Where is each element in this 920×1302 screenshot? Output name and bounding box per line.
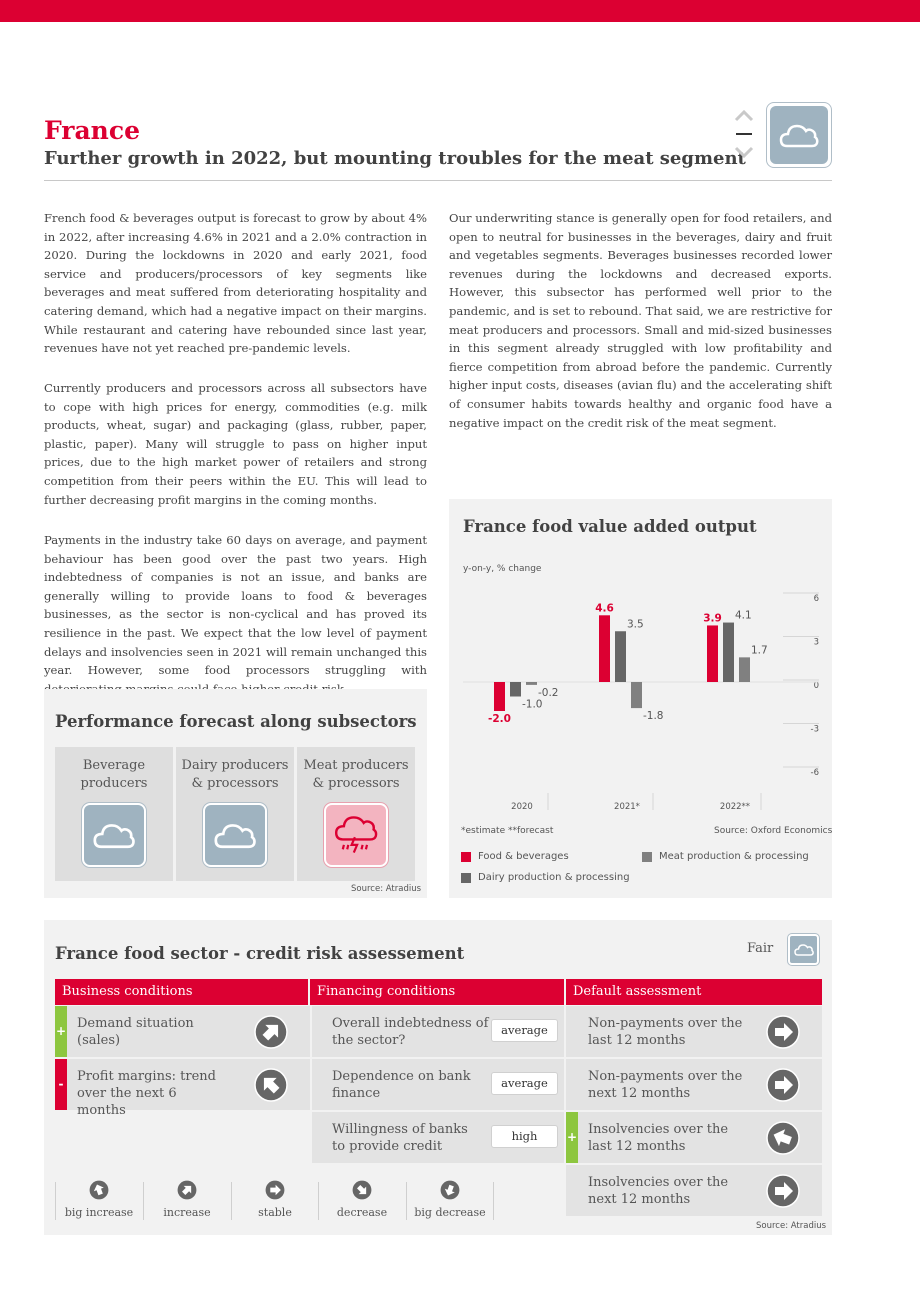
subsector-dairy — [176, 747, 294, 881]
row-label: Willingness of banks to provide credit — [332, 1122, 468, 1154]
subsector-label: Beverage producers — [80, 758, 148, 791]
bar-value-label: -0.2 — [538, 686, 559, 699]
rating-pill: average — [491, 1072, 558, 1095]
arrow-decrease-icon — [254, 1068, 288, 1102]
chart-ylabel: y-on-y, % change — [463, 564, 542, 574]
legend-increase — [150, 1180, 224, 1219]
chart-title: France food value added output — [463, 517, 757, 536]
financing-row-bank-dependence — [312, 1059, 564, 1110]
assessment-source: Source: Atradius — [756, 1221, 827, 1231]
row-label: Demand situation (sales) — [77, 1016, 194, 1048]
bar-meat-production-processing-2020 — [526, 682, 537, 685]
x-tick-label: 2020 — [511, 802, 533, 812]
row-label: Non-payments over the next 12 months — [588, 1069, 743, 1101]
page-subtitle: Further growth in 2022, but mounting troubles for the meat segment — [44, 148, 746, 169]
row-label: Insolvencies over the last 12 months — [588, 1122, 729, 1154]
bar-meat-production-processing-2022 — [739, 657, 750, 682]
bar-value-label: -2.0 — [488, 713, 511, 725]
chart-source: Source: Oxford Economics — [714, 826, 833, 836]
legend-label: decrease — [336, 1206, 388, 1219]
performance-title: Performance forecast along subsectors — [55, 712, 417, 731]
bar-food-beverages-2021 — [599, 615, 610, 682]
legend-separator — [318, 1182, 319, 1220]
row-label: Dependence on bank finance — [332, 1069, 471, 1101]
legend-meat: Meat production & processing — [659, 851, 809, 862]
row-label: Non-payments over the last 12 months — [588, 1016, 743, 1048]
legend-label: stable — [258, 1206, 292, 1219]
paragraph-underwriting: Our underwriting stance is generally open for food retailers, and open to neutral for businesses in the beverages, dairy and fruit and vegetables segments. Beverages businesses recorded lower revenues during the lockdowns and decreased exports. However, this subsector has performed well prior to the pandemic, and is set to rebound. That said, we are restrictive for meat producers and processors. Small and mid-sized businesses in this segment already struggled with low profitability and fierce competition from abroad before the pandemic. Currently higher input costs, diseases (avian flu) and the accelerating shift of consumer habits towards healthy and organic food have a negative impact on the credit risk of the meat segment. — [449, 211, 832, 430]
plus-marker: + — [55, 1006, 67, 1057]
bar-value-label: 3.5 — [627, 618, 644, 631]
legend-swatch-meat — [642, 852, 652, 862]
subsector-beverage — [55, 747, 173, 881]
page-title: France — [44, 116, 140, 145]
header-default: Default assessment — [566, 979, 822, 1005]
y-tick-label: -3 — [810, 724, 819, 735]
legend-swatch-food — [461, 852, 471, 862]
legend-swatch-dairy — [461, 873, 471, 883]
bar-food-beverages-2022 — [707, 625, 718, 682]
plus-marker: + — [566, 1112, 578, 1163]
paragraph-outlook: French food & beverages output is forecast to grow by about 4% in 2022, after increasing 4.6% in 2021 and a 2.0% contraction in 2020. During the lockdowns in 2020 and early 2021, food service and producers/processors of key segments like beverages and meat suffered from deteriorating hospitality and catering demand, which had a negative impact on their margins. While restaurant and catering have rebounded since last year, revenues have not yet reached pre-pandemic levels. — [44, 211, 427, 356]
arrow-decrease-icon — [352, 1180, 372, 1200]
legend-food: Food & beverages — [478, 851, 569, 862]
rating-cloud-icon — [766, 102, 832, 168]
row-label: Profit margins: trend over the next 6 months — [77, 1069, 216, 1118]
subsector-label: Dairy producers & processors — [181, 758, 289, 791]
cloud-icon — [203, 803, 267, 867]
arrow-stable-icon — [766, 1068, 800, 1102]
bar-dairy-production-processing-2021 — [615, 631, 626, 682]
bar-value-label: 1.7 — [751, 644, 768, 657]
rating-pill: average — [491, 1019, 558, 1042]
bar-value-label: 4.6 — [595, 602, 614, 615]
legend-separator — [493, 1182, 494, 1220]
financing-row-bank-willingness — [312, 1112, 564, 1163]
bar-food-beverages-2020 — [494, 682, 505, 711]
paragraph-costs: Currently producers and processors across all subsectors have to cope with high prices for energy, commodities (e.g. milk products, wheat, sugar) and packaging (glass, rubber, paper, plastic, paper). Many will struggle to pass on higher input prices, due to the high market power of retailers and strong competition from their peers within the EU. This will lead to further decreasing profit margins in the coming months. — [44, 381, 427, 507]
arrow-increase-icon — [254, 1015, 288, 1049]
legend-stable — [238, 1180, 312, 1219]
bar-dairy-production-processing-2022 — [723, 623, 734, 682]
y-tick-label: 3 — [813, 637, 819, 648]
business-row-margins — [55, 1059, 310, 1118]
legend-separator — [143, 1182, 144, 1220]
cloud-icon — [82, 803, 146, 867]
arrow-big-increase-icon — [89, 1180, 109, 1200]
assessment-title: France food sector - credit risk assessement — [55, 944, 465, 963]
y-tick-label: -6 — [810, 768, 819, 778]
paragraph-payments: Payments in the industry take 60 days on average, and payment behaviour has been good over the past two years. High indebtedness of companies is not an issue, and banks are generally willing to provide loans to food & beverages businesses, as the sector is non-cyclical and has proved its resilience in the past. We expect that the low level of payment delays and insolvencies seen in 2021 will remain unchanged this year. However, some food processors struggling with — [44, 533, 427, 678]
legend-label: big decrease — [414, 1206, 486, 1219]
bar-meat-production-processing-2021 — [631, 682, 642, 708]
subsector-meat — [297, 747, 415, 881]
bar-dairy-production-processing-2020 — [510, 682, 521, 697]
overall-cloud-icon — [788, 934, 819, 965]
performance-source: Source: Atradius — [351, 884, 422, 894]
arrow-big-decrease-icon — [766, 1121, 800, 1155]
arrow-increase-icon — [177, 1180, 197, 1200]
default-row-insolvencies-last — [566, 1112, 822, 1163]
subsector-label: Meat producers & processors — [303, 758, 409, 791]
default-row-insolvencies-next — [566, 1165, 822, 1216]
trend-arrows-icon — [733, 108, 755, 160]
legend-separator — [55, 1182, 56, 1220]
default-row-nonpayments-last — [566, 1006, 822, 1057]
storm-cloud-icon — [324, 803, 388, 867]
header-business: Business conditions — [55, 979, 308, 1005]
legend-label: big increase — [64, 1206, 134, 1219]
legend-label: increase — [163, 1206, 211, 1219]
arrow-stable-icon — [766, 1015, 800, 1049]
legend-big-increase — [62, 1180, 136, 1219]
arrow-stable-icon — [766, 1174, 800, 1208]
overall-rating-label: Fair — [747, 941, 774, 956]
bar-value-label: 4.1 — [735, 609, 752, 622]
legend-decrease — [325, 1180, 399, 1219]
row-label: Overall indebtedness of the sector? — [332, 1016, 489, 1048]
row-label: Insolvencies over the next 12 months — [588, 1175, 729, 1207]
bar-chart — [449, 575, 832, 820]
x-tick-label: 2021* — [614, 802, 640, 812]
y-tick-label: 0 — [813, 681, 819, 691]
default-row-nonpayments-next — [566, 1059, 822, 1110]
arrow-big-decrease-icon — [440, 1180, 460, 1200]
minus-marker: - — [55, 1059, 67, 1110]
legend-big-decrease — [413, 1180, 487, 1219]
chart-footnote: *estimate **forecast — [461, 826, 554, 836]
bar-value-label: -1.0 — [522, 698, 543, 711]
legend-dairy: Dairy production & processing — [478, 872, 630, 883]
financing-row-indebtedness — [312, 1006, 564, 1057]
arrow-stable-icon — [265, 1180, 285, 1200]
legend-separator — [406, 1182, 407, 1220]
header-financing: Financing conditions — [310, 979, 564, 1005]
title-divider — [44, 180, 832, 181]
y-tick-label: 6 — [813, 594, 819, 604]
bar-value-label: -1.8 — [643, 710, 664, 723]
legend-separator — [231, 1182, 232, 1220]
top-brand-bar — [0, 0, 920, 22]
rating-pill: high — [491, 1125, 558, 1148]
bar-value-label: 3.9 — [703, 612, 722, 625]
x-tick-label: 2022** — [719, 802, 751, 812]
business-row-demand — [55, 1006, 310, 1057]
